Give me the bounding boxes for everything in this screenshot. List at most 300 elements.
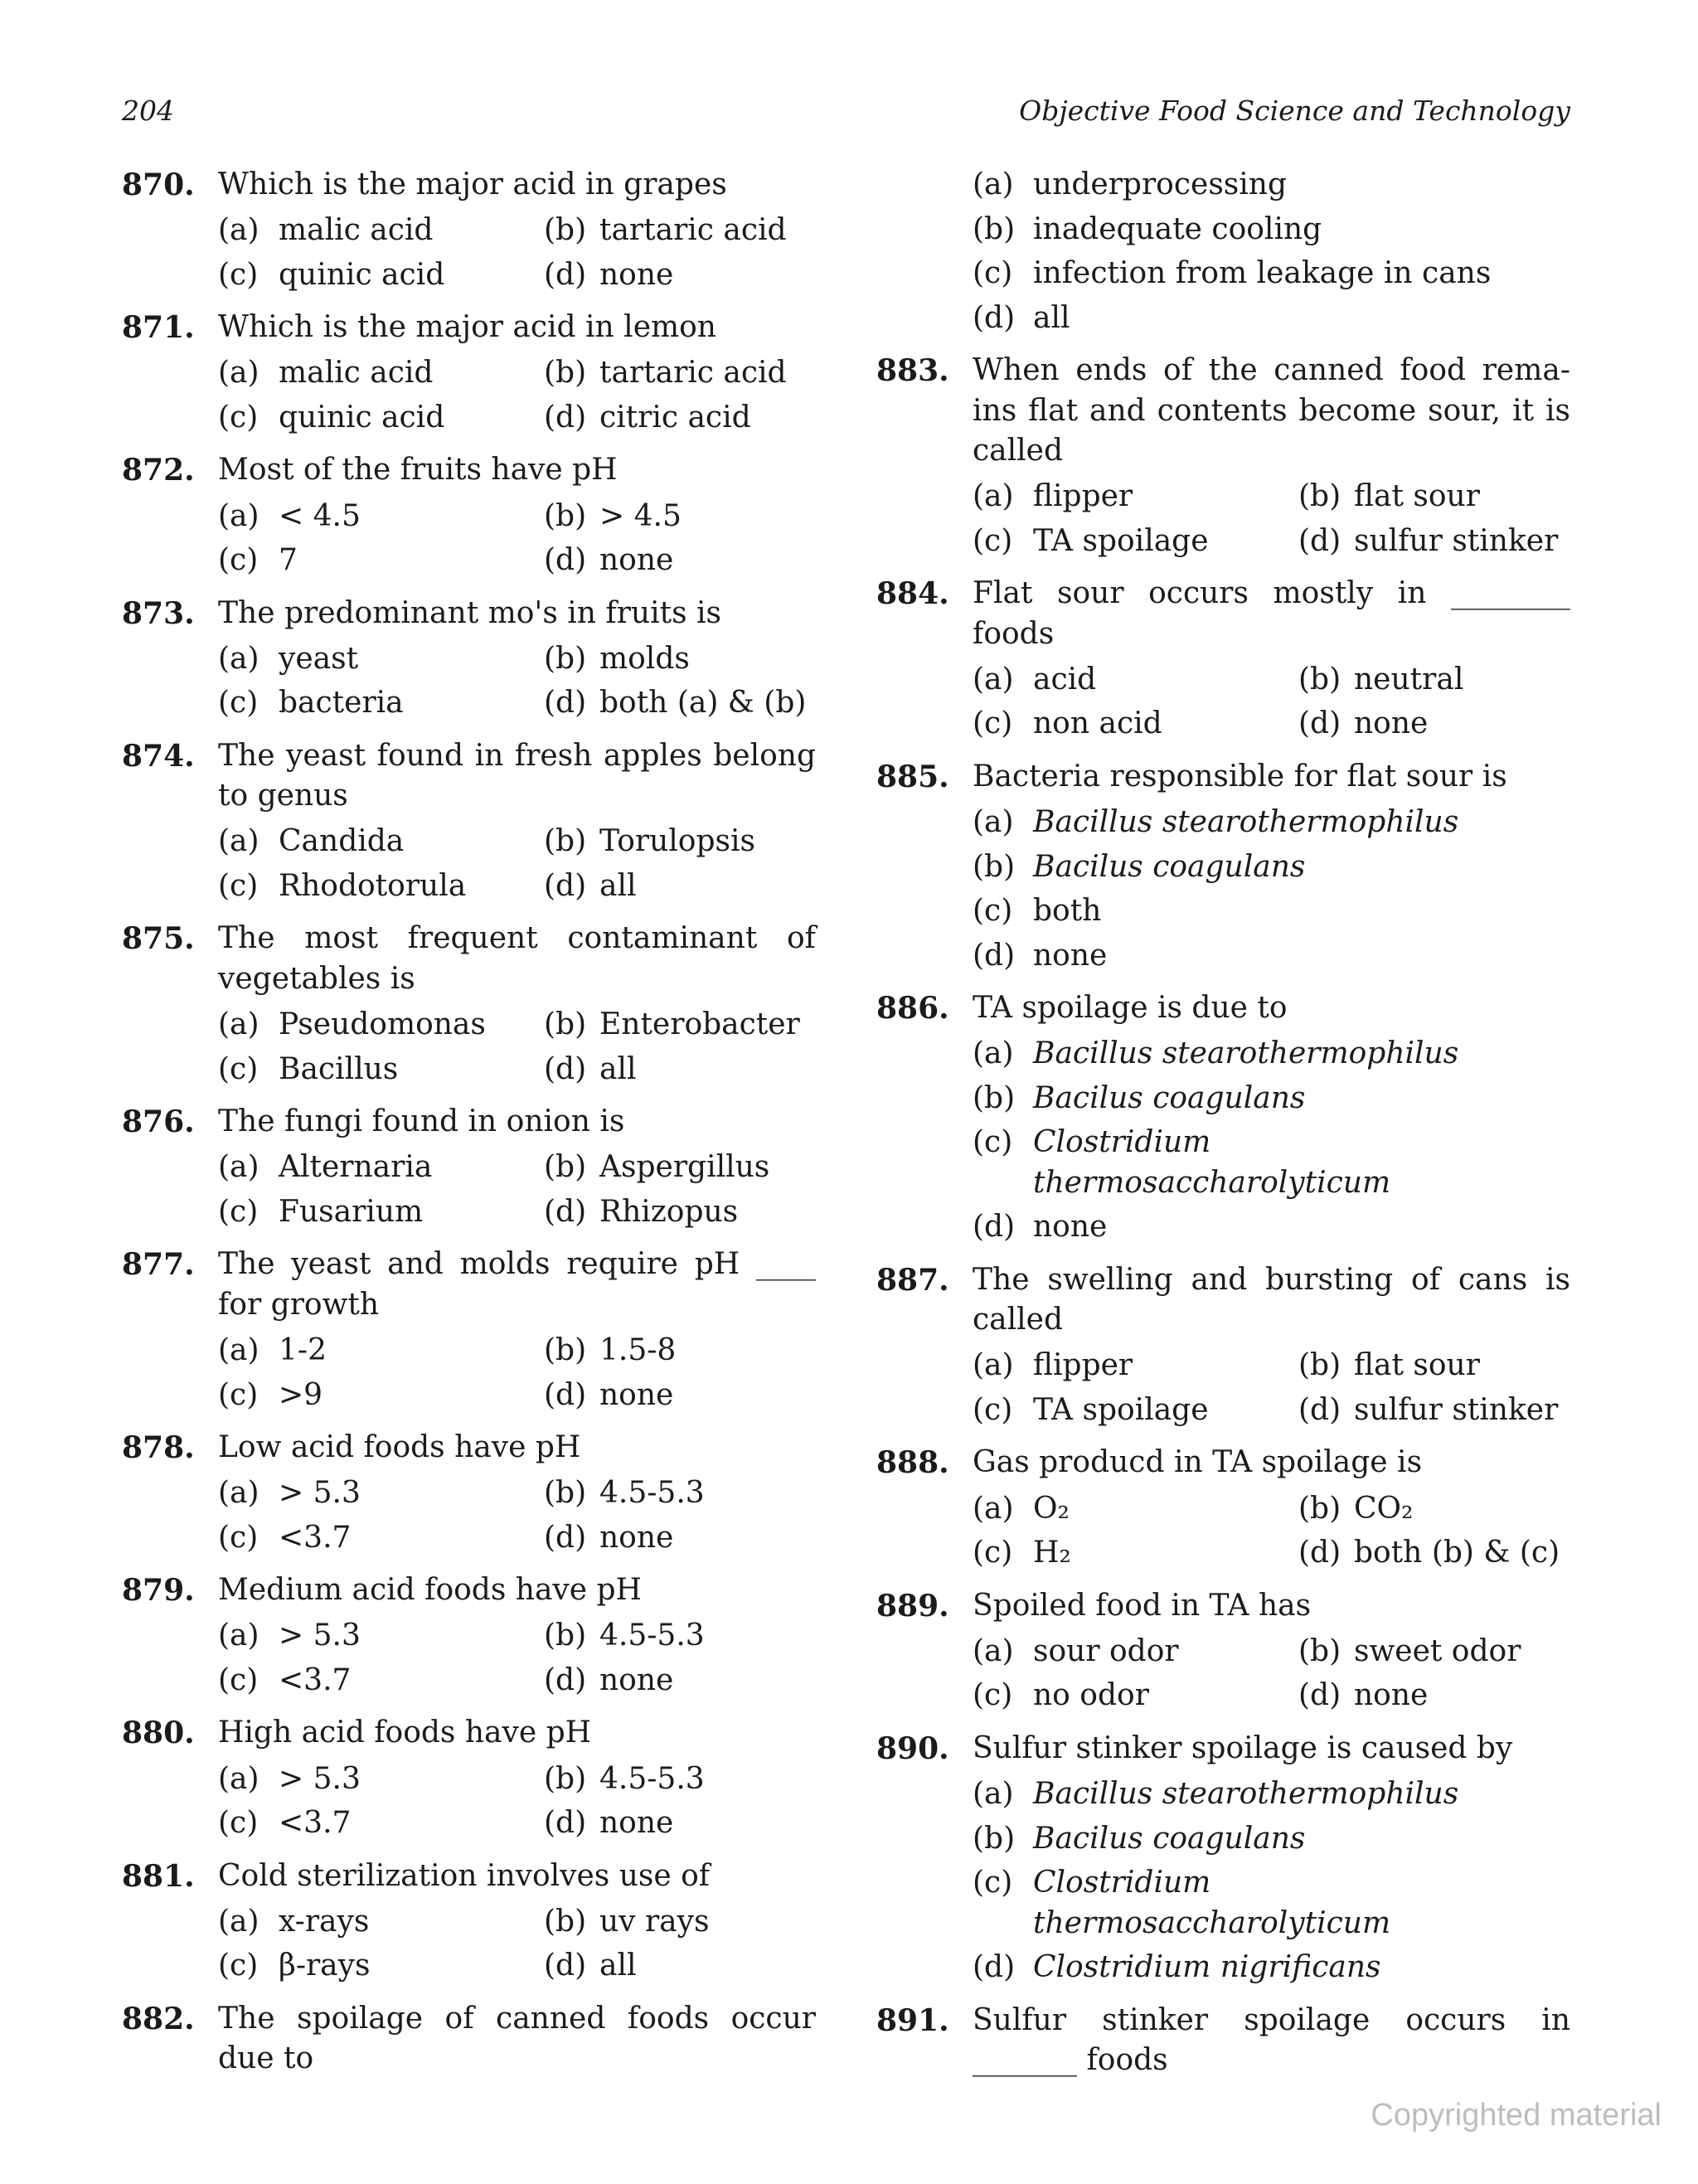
option-label: (b)	[544, 824, 587, 859]
question-text-line: Sulfur stinker spoilage occurs in	[973, 2002, 1570, 2037]
option-label: (a)	[218, 1619, 260, 1653]
option-text-line: none	[1354, 706, 1429, 741]
options-row	[973, 1123, 1570, 1203]
option-text-line: Torulopsis	[599, 824, 755, 859]
option-text	[279, 1803, 351, 1844]
question-text	[973, 1729, 1570, 1769]
question-number: 874.	[122, 738, 195, 774]
option-text	[599, 822, 755, 862]
option-text-line: none	[1033, 938, 1108, 973]
option-label: (d)	[1298, 706, 1341, 741]
question-text-line: for growth	[218, 1287, 380, 1322]
option-text	[279, 1616, 361, 1657]
option-label: (d)	[973, 300, 1016, 335]
option-text	[279, 683, 404, 724]
option-text	[599, 1803, 673, 1844]
option-label: (b)	[1298, 1348, 1341, 1383]
option-text-line: 7	[279, 543, 298, 578]
option-text	[279, 822, 404, 862]
option-text	[1033, 660, 1096, 701]
option	[544, 1148, 816, 1188]
option-text-line: <3.7	[279, 1520, 352, 1555]
option-label: (d)	[973, 938, 1016, 973]
option-text-line: Rhodotorula	[279, 868, 467, 903]
option-label: (a)	[218, 1904, 260, 1939]
option-text-line: Fusarium	[279, 1194, 424, 1229]
option	[544, 1192, 816, 1233]
option-label: (a)	[218, 1476, 260, 1511]
question-text	[218, 1856, 816, 1897]
options-row	[218, 541, 816, 581]
option-text	[279, 353, 433, 394]
option-text	[599, 866, 637, 907]
options-row	[973, 1774, 1570, 1815]
option-text	[279, 866, 466, 907]
question-text-line: Bacteria responsible for flat sour is	[973, 759, 1507, 794]
option-label: (d)	[1298, 1392, 1341, 1427]
option	[218, 398, 544, 439]
question-text-line: vegetables is	[218, 961, 415, 996]
option	[1298, 660, 1570, 701]
option-text-line: none	[599, 1377, 674, 1412]
options-row	[973, 847, 1570, 888]
question-text	[218, 308, 816, 348]
question-number: 877.	[122, 1247, 195, 1283]
question-number: 875.	[122, 921, 195, 957]
option-label: (d)	[544, 1520, 587, 1555]
options-list	[973, 660, 1570, 745]
question-number: 884.	[876, 576, 949, 612]
question-text-line: Low acid foods have pH	[218, 1430, 581, 1464]
options-row	[218, 211, 816, 251]
option	[544, 1050, 816, 1090]
question-item	[876, 757, 1570, 976]
option	[218, 255, 544, 296]
option-text-line: < 4.5	[279, 498, 361, 533]
option	[973, 1079, 1570, 1119]
option-text	[1033, 1948, 1380, 1988]
options-row	[973, 1346, 1570, 1386]
option	[544, 255, 816, 296]
question-item	[122, 594, 816, 724]
option-label: (d)	[544, 1949, 587, 1983]
option	[973, 936, 1570, 977]
options-row	[218, 1050, 816, 1090]
option-text-line: flipper	[1033, 1348, 1133, 1383]
question-text	[973, 757, 1570, 798]
option-label: (b)	[1298, 479, 1341, 514]
question-item	[122, 165, 816, 295]
question-text-line: The spoilage of canned foods occur	[218, 2001, 816, 2036]
options-list	[218, 211, 816, 295]
option-label: (b)	[544, 213, 587, 248]
question-text	[973, 1443, 1570, 1483]
option-label: (c)	[218, 868, 259, 903]
option-text	[1033, 1390, 1209, 1431]
options-row	[218, 639, 816, 680]
option-text	[599, 1616, 705, 1657]
option-text-line: Alternaria	[279, 1150, 433, 1185]
option-text-line: non acid	[1033, 706, 1162, 741]
option-text	[1033, 165, 1287, 206]
option-text	[279, 1376, 323, 1416]
options-row	[973, 1632, 1570, 1672]
option	[973, 298, 1570, 339]
option-text-line: flipper	[1033, 479, 1133, 514]
option-text	[599, 1661, 673, 1701]
question-item	[122, 450, 816, 580]
question-item	[876, 165, 1570, 338]
option-text-line: x-rays	[279, 1904, 370, 1939]
question-text-line: Cold sterilization involves use of	[218, 1858, 711, 1893]
option-label: (b)	[544, 1619, 587, 1653]
options-row	[218, 1759, 816, 1800]
option-text-line: flat sour	[1354, 1348, 1480, 1383]
option-label: (a)	[218, 213, 260, 248]
option-text-line: sulfur stinker	[1354, 1392, 1559, 1427]
option-text-line: flat sour	[1354, 479, 1480, 514]
option-text-line: Rhizopus	[599, 1194, 739, 1229]
options-list	[218, 497, 816, 581]
option-text-line: both	[1033, 894, 1102, 929]
option-text	[279, 1661, 351, 1701]
option-text-line: yeast	[279, 641, 359, 676]
options-list	[973, 1489, 1570, 1574]
option-label: (c)	[973, 1392, 1013, 1427]
option-text-line: none	[599, 1806, 674, 1841]
option-text	[1354, 1390, 1558, 1431]
option-text	[1033, 1079, 1305, 1119]
question-text-line: Which is the major acid in grapes	[218, 167, 727, 201]
option	[218, 1518, 544, 1559]
option-text-line: Enterobacter	[599, 1007, 800, 1042]
option-label: (d)	[544, 400, 587, 434]
question-number: 883.	[876, 353, 949, 388]
options-list	[973, 1632, 1570, 1716]
option	[1298, 1489, 1570, 1530]
option-text-line: thermosaccharolyticum	[1033, 1165, 1391, 1200]
options-row	[973, 1207, 1570, 1248]
question-text	[218, 1428, 816, 1468]
option-label: (b)	[973, 1080, 1016, 1115]
question-item	[876, 2001, 1570, 2081]
option-label: (d)	[544, 1377, 587, 1412]
options-row	[973, 1489, 1570, 1530]
option-text-line: thermosaccharolyticum	[1033, 1905, 1391, 1940]
option-label: (c)	[218, 257, 259, 292]
options-row	[973, 803, 1570, 843]
left-column	[122, 165, 816, 2092]
options-row	[218, 822, 816, 862]
option-text	[1354, 522, 1558, 562]
option	[973, 1863, 1570, 1944]
question-text-line: High acid foods have pH	[218, 1716, 592, 1750]
question-item	[122, 1428, 816, 1558]
option-text-line: > 5.3	[279, 1476, 361, 1511]
option-text	[279, 1050, 398, 1090]
options-row	[973, 254, 1570, 294]
option-text	[599, 1005, 800, 1046]
option-label: (b)	[544, 641, 587, 676]
option	[544, 398, 816, 439]
option-text	[599, 1192, 738, 1233]
option-text-line: H₂	[1033, 1536, 1071, 1570]
options-list	[973, 165, 1570, 338]
option-text	[599, 497, 682, 537]
options-list	[218, 1331, 816, 1415]
option-text	[1354, 660, 1463, 701]
question-text-line: Most of the fruits have pH	[218, 453, 618, 488]
option-label: (c)	[973, 1125, 1013, 1160]
option-text-line: β-rays	[279, 1949, 371, 1983]
option-text-line: 4.5-5.3	[599, 1761, 705, 1796]
option	[218, 639, 544, 680]
option-text-line: all	[599, 1949, 637, 1983]
options-row	[973, 1676, 1570, 1716]
options-list	[218, 639, 816, 724]
option-text-line: sour odor	[1033, 1633, 1179, 1668]
option-label: (a)	[973, 1348, 1014, 1383]
option-label: (d)	[973, 1950, 1016, 1984]
option-label: (c)	[218, 400, 259, 434]
option-text	[279, 1331, 327, 1371]
option-text	[1033, 1863, 1390, 1944]
question-item	[122, 1570, 816, 1701]
question-text-line: Spoiled food in TA has	[973, 1588, 1312, 1623]
option-text	[599, 683, 806, 724]
option-label: (a)	[973, 1491, 1014, 1526]
option-text-line: acid	[1033, 662, 1097, 696]
option-text-line: malic acid	[279, 213, 434, 248]
option-text	[1033, 1123, 1390, 1203]
option	[544, 1473, 816, 1514]
option	[1298, 1346, 1570, 1386]
option-text	[599, 1473, 705, 1514]
option-label: (c)	[218, 1662, 259, 1697]
option-text	[599, 639, 690, 680]
option-text	[279, 1148, 432, 1188]
question-number: 872.	[122, 453, 195, 488]
option	[973, 1819, 1570, 1860]
options-row	[973, 1948, 1570, 1988]
option-text-line: Pseudomonas	[279, 1007, 486, 1042]
options-list	[218, 1473, 816, 1558]
question-text	[218, 1570, 816, 1611]
option-text	[279, 1759, 361, 1800]
option-text-line: none	[599, 1520, 674, 1555]
option-text	[279, 1005, 486, 1046]
options-row	[973, 1079, 1570, 1119]
option	[1298, 1632, 1570, 1672]
options-list	[973, 1034, 1570, 1248]
option-text	[599, 211, 787, 251]
option	[544, 866, 816, 907]
option-label: (b)	[1298, 1491, 1341, 1526]
question-text-line: to genus	[218, 779, 348, 813]
watermark: Copyrighted material	[1371, 2098, 1662, 2133]
question-text-line: The most frequent contaminant of	[218, 921, 816, 956]
question-item	[122, 1856, 816, 1987]
options-list	[218, 1616, 816, 1701]
option	[218, 1946, 544, 1987]
option	[544, 822, 816, 862]
options-row	[218, 353, 816, 394]
option-text	[1033, 1533, 1071, 1574]
question-item	[122, 1245, 816, 1415]
options-row	[973, 1819, 1570, 1860]
option-text-line: O₂	[1033, 1491, 1070, 1526]
question-text	[973, 574, 1570, 654]
question-text	[973, 1260, 1570, 1341]
option	[218, 1050, 544, 1090]
option-text	[1033, 936, 1107, 977]
option-text-line: underprocessing	[1033, 167, 1288, 201]
option-text-line: none	[1033, 1210, 1108, 1245]
question-text	[973, 1586, 1570, 1627]
option-text-line: 1-2	[279, 1333, 327, 1367]
question-text-line: called	[973, 434, 1064, 468]
option-label: (c)	[218, 543, 259, 578]
option-label: (a)	[218, 641, 260, 676]
option	[218, 1759, 544, 1800]
option	[544, 1331, 816, 1371]
option-text	[1033, 803, 1458, 843]
options-row	[218, 1473, 816, 1514]
option-text	[599, 541, 673, 581]
option	[973, 210, 1570, 250]
option	[218, 353, 544, 394]
option-text	[1033, 254, 1491, 294]
option-text	[279, 497, 361, 537]
option-label: (a)	[973, 479, 1014, 514]
options-row	[973, 477, 1570, 517]
option-text-line: <3.7	[279, 1662, 352, 1697]
option	[973, 254, 1570, 294]
option	[973, 165, 1570, 206]
option-label: (d)	[544, 1194, 587, 1229]
option	[218, 1331, 544, 1371]
option-text	[1033, 1676, 1149, 1716]
option-label: (a)	[218, 824, 260, 859]
page-number: 204	[122, 95, 174, 127]
option-text-line: Aspergillus	[599, 1150, 770, 1185]
option	[544, 541, 816, 581]
option-text-line: bacteria	[279, 686, 404, 721]
option-text	[599, 398, 751, 439]
options-row	[218, 1192, 816, 1233]
option-label: (a)	[973, 1777, 1014, 1811]
option	[544, 639, 816, 680]
option	[1298, 1390, 1570, 1431]
option-text	[279, 1192, 423, 1233]
option-label: (a)	[973, 1633, 1014, 1668]
option-text	[279, 1946, 370, 1987]
option-label: (d)	[544, 1806, 587, 1841]
option	[218, 1192, 544, 1233]
option-text-line: Bacillus stearothermophilus	[1033, 1777, 1459, 1811]
option-text-line: both (a) & (b)	[599, 686, 807, 721]
option-text	[599, 1946, 637, 1987]
option	[544, 211, 816, 251]
option-text-line: Bacillus	[279, 1051, 399, 1086]
option	[218, 1661, 544, 1701]
option-label: (c)	[218, 1520, 259, 1555]
question-item	[876, 988, 1570, 1248]
option-label: (c)	[973, 894, 1013, 929]
option-text	[1354, 1533, 1560, 1574]
option	[544, 1616, 816, 1657]
question-text-line: Which is the major acid in lemon	[218, 310, 716, 345]
option-label: (a)	[973, 662, 1014, 696]
options-list	[218, 1902, 816, 1987]
question-item	[122, 1999, 816, 2080]
option	[973, 1774, 1570, 1815]
question-item	[876, 1729, 1570, 1988]
option-text-line: molds	[599, 641, 690, 676]
option-text-line: Candida	[279, 824, 405, 859]
option-text	[1033, 1489, 1070, 1530]
option	[218, 211, 544, 251]
option-label: (c)	[218, 1051, 259, 1086]
option-text	[1033, 298, 1070, 339]
option-text-line: Bacilus coagulans	[1033, 849, 1306, 884]
option-label: (a)	[973, 1036, 1014, 1071]
question-item	[876, 351, 1570, 561]
option-text-line: none	[599, 543, 674, 578]
options-row	[218, 497, 816, 537]
options-row	[973, 1034, 1570, 1075]
option	[973, 1676, 1298, 1716]
option-text	[279, 1902, 369, 1943]
options-row	[218, 1902, 816, 1943]
options-row	[218, 683, 816, 724]
question-number: 890.	[876, 1730, 949, 1766]
option	[973, 1948, 1570, 1988]
option-label: (d)	[1298, 1678, 1341, 1713]
option-label: (d)	[1298, 1536, 1341, 1570]
option-text-line: Clostridium nigrificans	[1033, 1950, 1381, 1984]
question-text-line: foods	[973, 616, 1055, 651]
option-text-line: infection from leakage in cans	[1033, 256, 1492, 290]
question-text	[218, 450, 816, 491]
options-list	[973, 1346, 1570, 1430]
option-text-line: CO₂	[1354, 1491, 1414, 1526]
option-label: (d)	[1298, 523, 1341, 558]
option	[973, 1489, 1298, 1530]
option-text-line: none	[599, 1662, 674, 1697]
option-label: (a)	[218, 1150, 260, 1185]
options-list	[218, 353, 816, 438]
option	[973, 1632, 1298, 1672]
option-label: (d)	[544, 1662, 587, 1697]
option-label: (c)	[973, 1866, 1013, 1900]
option-label: (b)	[544, 1761, 587, 1796]
option-text-line: quinic acid	[279, 400, 445, 434]
option-text	[1033, 1346, 1133, 1386]
question-number: 876.	[122, 1104, 195, 1140]
option-text-line: all	[1033, 300, 1070, 335]
option-label: (c)	[218, 1949, 259, 1983]
option-text	[1033, 1207, 1107, 1248]
option-label: (b)	[544, 498, 587, 533]
option	[544, 1803, 816, 1844]
option-text-line: Clostridium	[1033, 1125, 1211, 1160]
options-row	[973, 1390, 1570, 1431]
options-list	[973, 803, 1570, 976]
right-column	[876, 165, 1570, 2094]
option	[544, 1518, 816, 1559]
option	[973, 847, 1570, 888]
